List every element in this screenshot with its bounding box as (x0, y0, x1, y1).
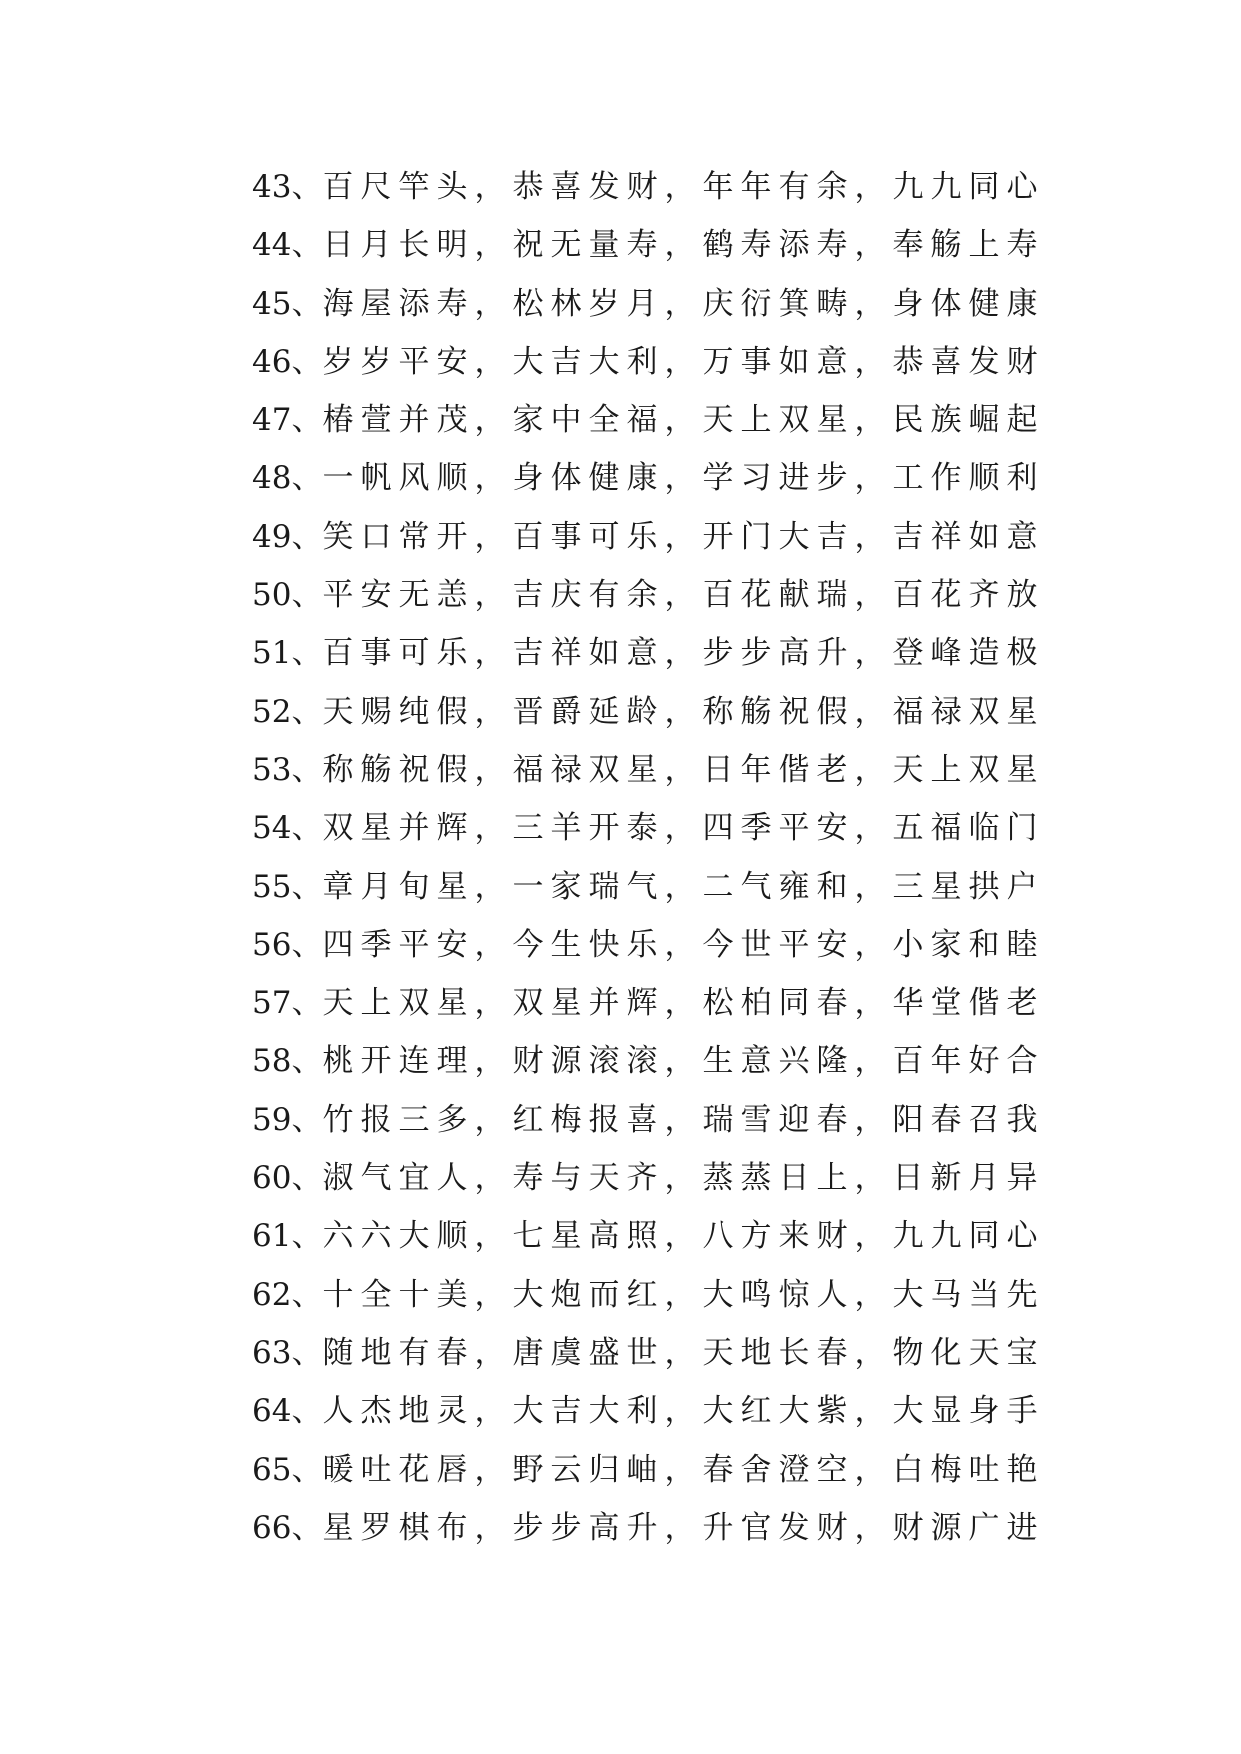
item-text: 天上双星，双星并辉，松柏同春，华堂偕老 (322, 985, 1045, 1022)
list-item (252, 566, 1045, 624)
item-number: 44、 (252, 227, 323, 264)
item-number: 58、 (252, 1043, 323, 1080)
item-number: 61、 (252, 1218, 323, 1255)
list-item (252, 624, 1045, 682)
list-item (252, 216, 1045, 274)
item-number: 57、 (252, 985, 323, 1022)
list-item (252, 1441, 1045, 1499)
item-number: 64、 (252, 1393, 323, 1430)
item-number: 62、 (252, 1276, 323, 1313)
item-number: 56、 (252, 926, 323, 963)
list-item (252, 1149, 1045, 1207)
item-text: 岁岁平安，大吉大利，万事如意，恭喜发财 (322, 343, 1045, 380)
item-text: 星罗棋布，步步高升，升官发财，财源广进 (322, 1509, 1045, 1546)
item-number: 60、 (252, 1160, 323, 1197)
list-item (252, 158, 1045, 216)
item-number: 49、 (252, 518, 323, 555)
list-item (252, 858, 1045, 916)
list-item (252, 1266, 1045, 1324)
list-item (252, 1382, 1045, 1440)
list-item (252, 1499, 1045, 1557)
list-item (252, 741, 1045, 799)
item-text: 百尺竿头，恭喜发财，年年有余，九九同心 (322, 169, 1045, 205)
item-text: 竹报三多，红梅报喜，瑞雪迎春，阳春召我 (322, 1101, 1045, 1138)
item-number: 66、 (252, 1509, 323, 1546)
list-item (252, 449, 1045, 507)
list-item (252, 275, 1045, 333)
item-text: 日月长明，祝无量寿，鹤寿添寿，奉觞上寿 (322, 227, 1045, 264)
greeting-list (252, 158, 1045, 1557)
item-text: 四季平安，今生快乐，今世平安，小家和睦 (322, 926, 1045, 963)
item-number: 63、 (252, 1334, 323, 1371)
item-number: 52、 (252, 693, 323, 730)
item-number: 65、 (252, 1451, 323, 1488)
item-number: 47、 (252, 402, 323, 439)
list-item (252, 508, 1045, 566)
list-item (252, 1207, 1045, 1265)
item-number: 46、 (252, 343, 323, 380)
item-text: 人杰地灵，大吉大利，大红大紫，大显身手 (322, 1393, 1045, 1430)
item-text: 笑口常开，百事可乐，开门大吉，吉祥如意 (322, 518, 1045, 555)
item-text: 六六大顺，七星高照，八方来财，九九同心 (322, 1218, 1045, 1255)
item-text: 海屋添寿，松林岁月，庆衍箕畴，身体健康 (322, 285, 1045, 322)
item-text: 双星并辉，三羊开泰，四季平安，五福临门 (322, 810, 1045, 847)
list-item (252, 1032, 1045, 1090)
list-item (252, 1324, 1045, 1382)
list-item (252, 799, 1045, 857)
item-number: 45、 (252, 285, 323, 322)
item-number: 59、 (252, 1101, 323, 1138)
item-text: 章月旬星，一家瑞气，二气雍和，三星拱户 (322, 868, 1045, 905)
list-item (252, 974, 1045, 1032)
item-text: 十全十美，大炮而红，大鸣惊人，大马当先 (322, 1276, 1045, 1313)
list-item (252, 916, 1045, 974)
item-number: 55、 (252, 868, 323, 905)
item-number: 54、 (252, 810, 323, 847)
item-text: 一帆风顺，身体健康，学习进步，工作顺利 (322, 460, 1045, 497)
item-text: 百事可乐，吉祥如意，步步高升，登峰造极 (322, 635, 1045, 672)
item-text: 天赐纯假，晋爵延龄，称觞祝假，福禄双星 (322, 693, 1045, 730)
item-text: 称觞祝假，福禄双星，日年偕老，天上双星 (322, 751, 1045, 788)
item-number: 50、 (252, 577, 323, 614)
item-text: 平安无恙，吉庆有余，百花献瑞，百花齐放 (322, 577, 1045, 614)
item-number: 43、 (252, 169, 323, 205)
list-item (252, 391, 1045, 449)
item-text: 随地有春，唐虞盛世，天地长春，物化天宝 (322, 1334, 1045, 1371)
list-item (252, 683, 1045, 741)
list-item (252, 333, 1045, 391)
item-number: 48、 (252, 460, 323, 497)
item-text: 淑气宜人，寿与天齐，蒸蒸日上，日新月异 (322, 1160, 1045, 1197)
item-text: 椿萱并茂，家中全福，天上双星，民族崛起 (322, 402, 1045, 439)
item-text: 桃开连理，财源滚滚，生意兴隆，百年好合 (322, 1043, 1045, 1080)
item-text: 暖吐花唇，野云归岫，春舍澄空，白梅吐艳 (322, 1451, 1045, 1488)
item-number: 51、 (252, 635, 323, 672)
item-number: 53、 (252, 751, 323, 788)
list-item (252, 1091, 1045, 1149)
